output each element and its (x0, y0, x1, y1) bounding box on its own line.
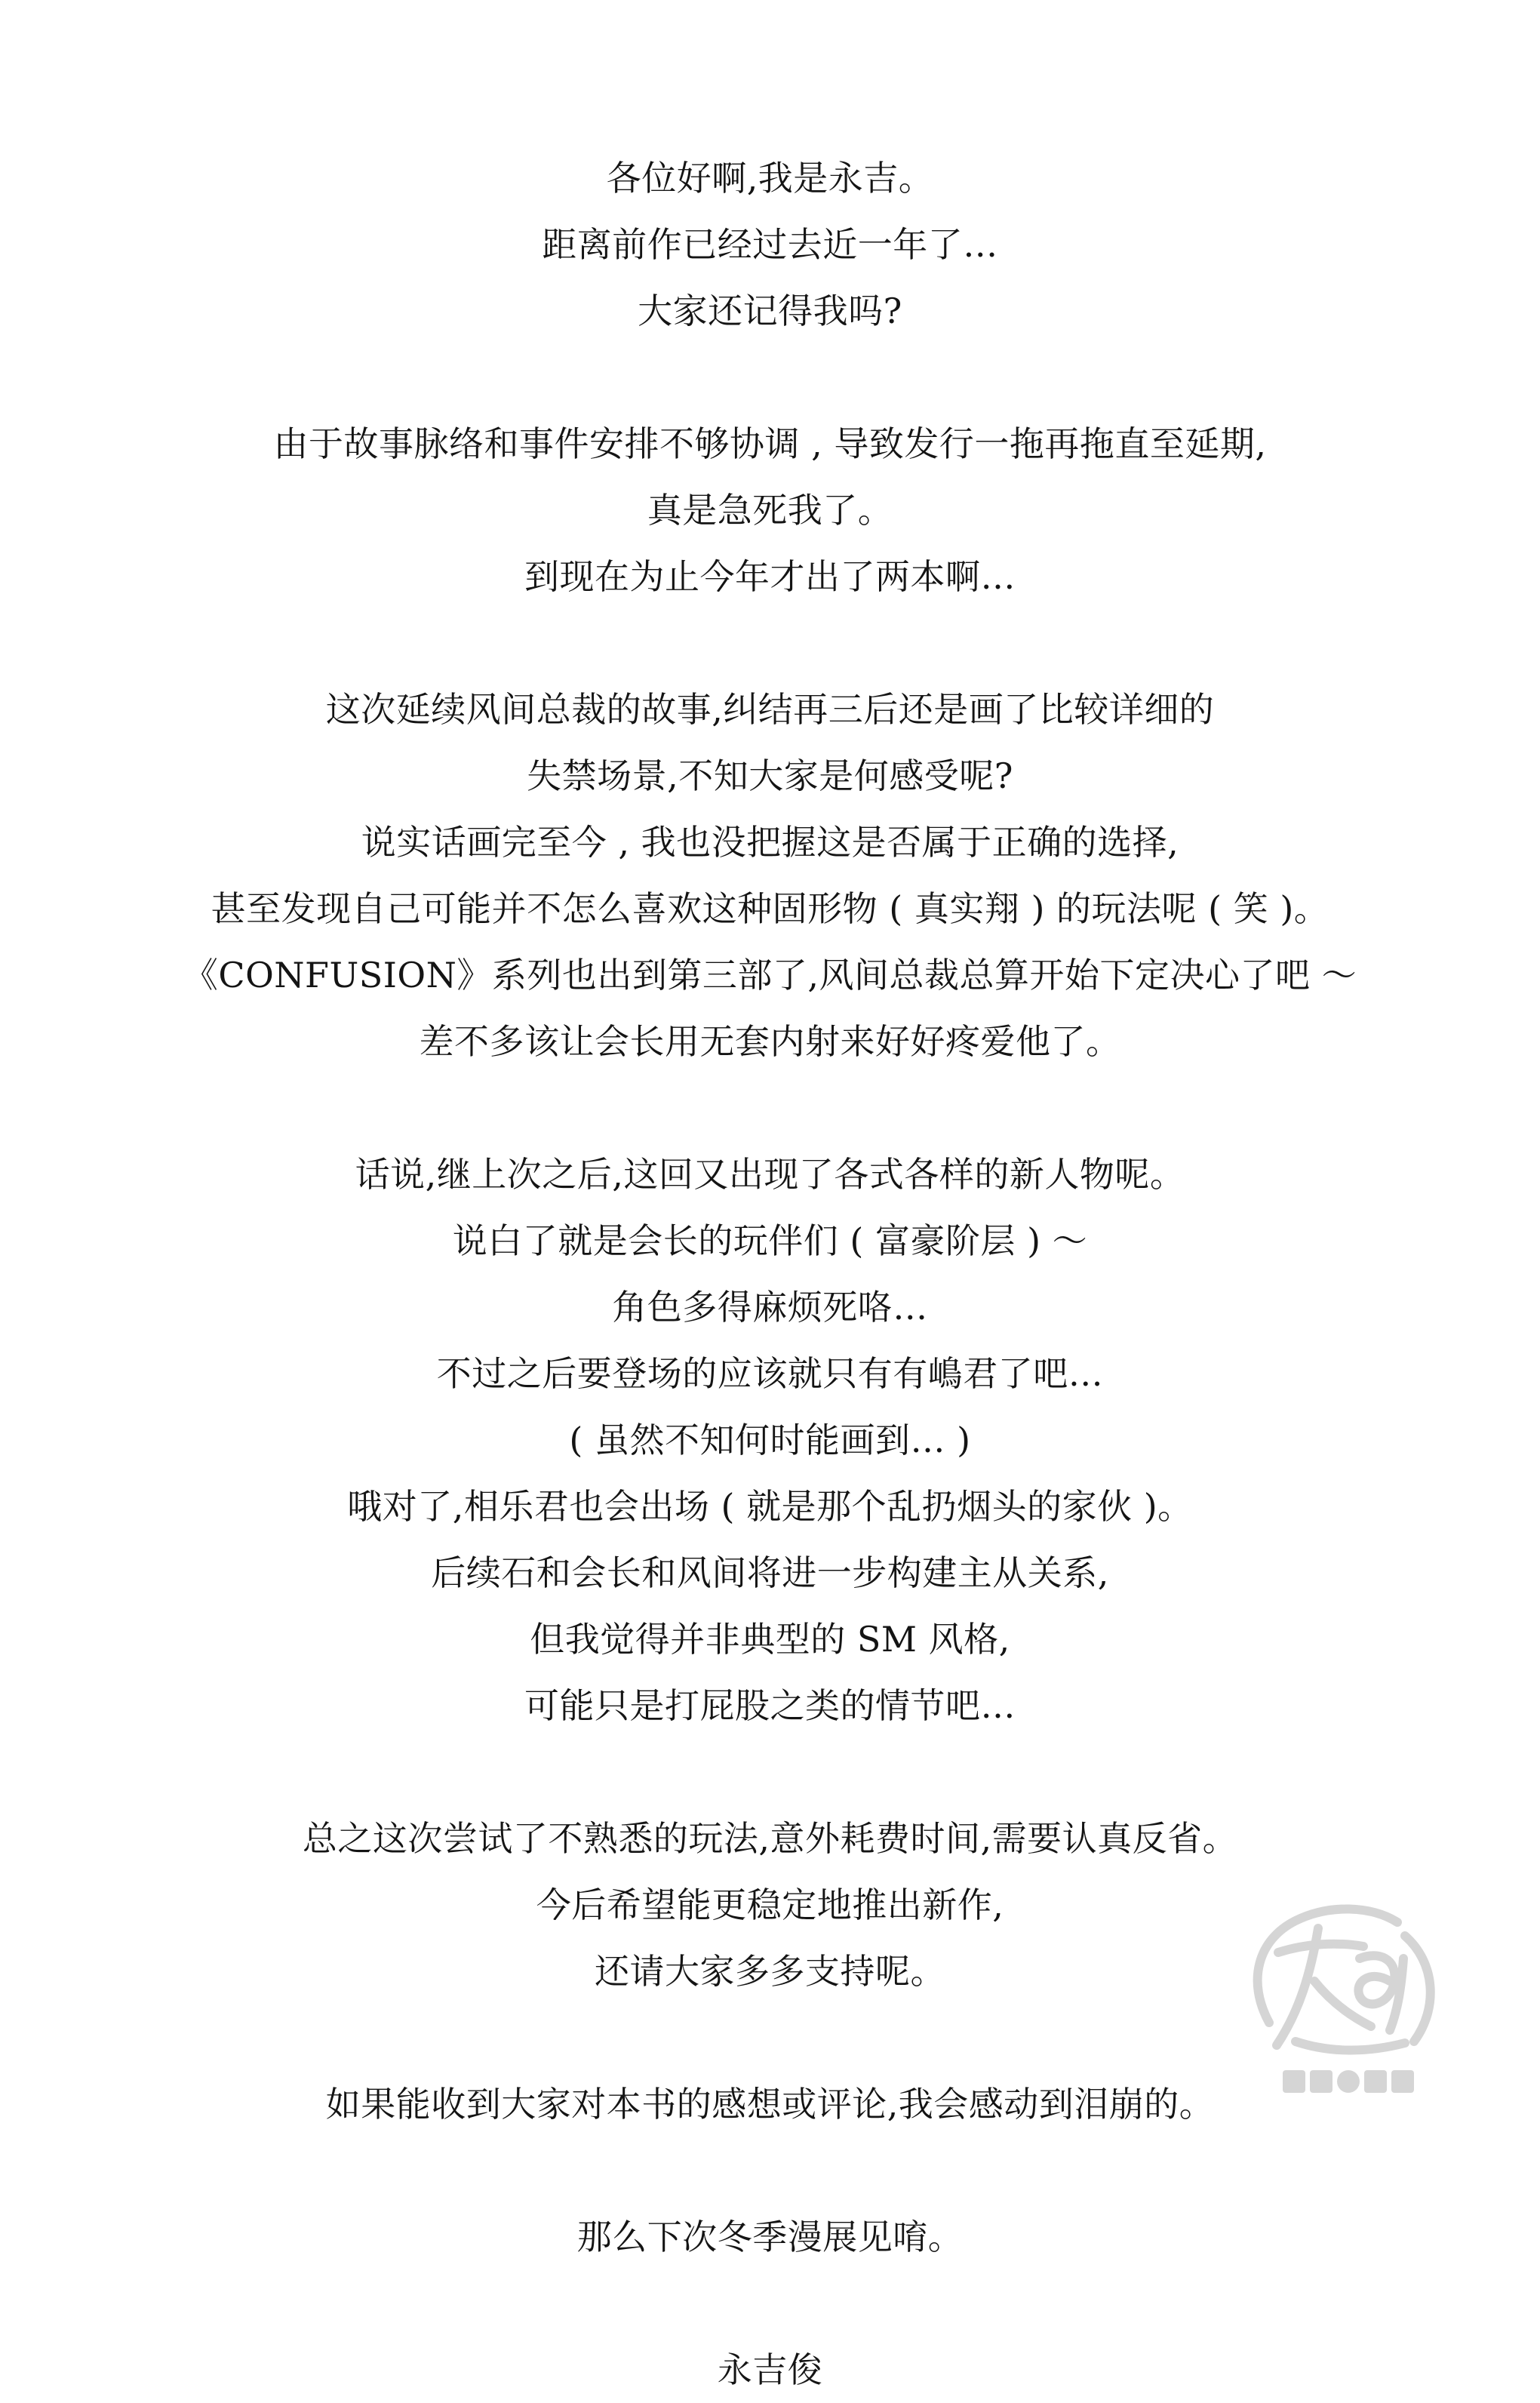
text-line: 可能只是打屁股之类的情节吧… (524, 1685, 1016, 1726)
text-line: 《CONFUSION》系列也出到第三部了,风间总裁总算开始下定决心了吧 ～ (183, 955, 1357, 995)
text-line: 如果能收到大家对本书的感想或评论,我会感动到泪崩的。 (325, 2084, 1215, 2125)
text-line: 大家还记得我吗? (638, 291, 902, 331)
paragraph-characters (0, 1141, 1540, 1739)
paragraph-delay (0, 411, 1540, 610)
paragraph-spacer (0, 2270, 1540, 2337)
text-line: 各位好啊,我是永吉。 (606, 158, 934, 198)
text-line: 后续石和会长和风间将进一步构建主从关系, (431, 1552, 1109, 1593)
text-line: 距离前作已经过去近一年了… (542, 224, 998, 265)
text-line: 角色多得麻烦死咯… (612, 1287, 928, 1328)
paragraph-spacer (0, 610, 1540, 676)
text-line: 说实话画完至今 , 我也没把握这是否属于正确的选择, (361, 822, 1179, 863)
paragraph-spacer (0, 344, 1540, 411)
text-line: 差不多该让会长用无套内射来好好疼爱他了。 (419, 1021, 1121, 1062)
text-line: 话说,继上次之后,这回又出现了各式各样的新人物呢。 (355, 1154, 1185, 1195)
text-line: 那么下次冬季漫展见唷。 (576, 2217, 964, 2257)
text-line: ( 虽然不知何时能画到… ) (569, 1420, 971, 1460)
text-line: 到现在为止今年才出了两本啊… (524, 556, 1016, 597)
text-line: 不过之后要登场的应该就只有有嶋君了吧… (436, 1353, 1104, 1394)
text-line: 还请大家多多支持呢。 (595, 1951, 945, 1992)
paragraph-spacer (0, 1739, 1540, 1805)
text-line: 说白了就是会长的玩伴们 ( 富豪阶层 ) ～ (452, 1220, 1088, 1261)
text-line: 但我觉得并非典型的 SM 风格, (530, 1619, 1010, 1660)
text-line: 总之这次尝试了不熟悉的玩法,意外耗费时间,需要认真反省。 (302, 1818, 1238, 1859)
author-signature (0, 2337, 1540, 2403)
text-line: 甚至发现自己可能并不怎么喜欢这种固形物 ( 真实翔 ) 的玩法呢 ( 笑 )。 (211, 888, 1329, 929)
paragraph-spacer (0, 2137, 1540, 2204)
text-line: 真是急死我了。 (647, 490, 893, 531)
paragraph-story (0, 676, 1540, 1075)
text-line: 哦对了,相乐君也会出场 ( 就是那个乱扔烟头的家伙 )。 (347, 1486, 1193, 1527)
text-line: 由于故事脉络和事件安排不够协调 , 导致发行一拖再拖直至延期, (273, 423, 1267, 464)
text-line: 这次延续风间总裁的故事,纠结再三后还是画了比较详细的 (325, 689, 1215, 730)
translator-logo-watermark (1216, 1868, 1465, 2117)
paragraph-spacer (0, 1075, 1540, 1141)
text-line: 今后希望能更稳定地推出新作, (536, 1885, 1004, 1925)
paragraph-greeting (0, 145, 1540, 344)
text-line: 失禁场景,不知大家是何感受呢? (527, 755, 1013, 796)
signature-text: 永吉俊 (717, 2349, 823, 2390)
paragraph-farewell (0, 2204, 1540, 2270)
